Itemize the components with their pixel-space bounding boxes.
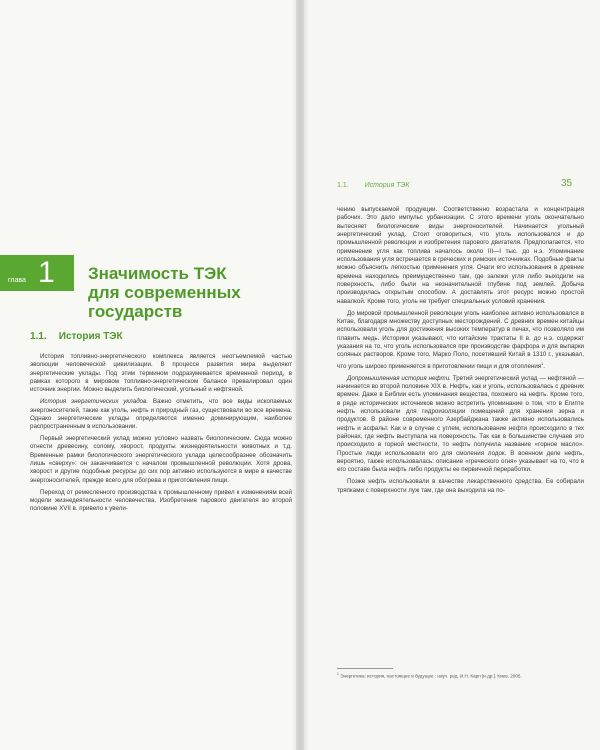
chapter-title <box>88 264 288 321</box>
running-header-title: История ТЭК <box>364 182 410 189</box>
section-heading <box>30 331 290 342</box>
footnote-text: Энергетика: история, настоящее и будущее : науч. ред. И.Н. Карп [и др.]. Киев, 2005. <box>340 673 522 679</box>
paragraph-lead: История энергетических укладов. <box>40 398 149 406</box>
footnote-reference: 1 <box>541 361 544 366</box>
paragraph: Переход от ремесленного производства к промышленному привел к изменениям всей модели жизнедеятельности человечества. Изобретение парового двигателя во второй половине XVII в. привело к увели- <box>30 488 292 513</box>
left-body-text <box>30 353 292 517</box>
chapter-marker <box>0 255 74 291</box>
paragraph-text: До мировой промышленной революции уголь наиболее активно использовался в Китае, благодаря множеству доступных месторождений. С древних времен китайцы использовали уголь для достижения высоких температур в печах, что позволяло им плавить медь. Историки указывают, что китайские трактаты II в. до н.э. содержат указания на то, что уголь использовался при производстве фарфора и для выпарки соляных растворов. Кроме того, Марко Поло, посетивший Китай в 1310 г., указывал, что уголь широко применяется в приготовлении пищи и для отопления <box>337 309 584 370</box>
paragraph-rest: Важно отметить, что все виды ископаемых энергоносителей, такие как уголь, нефть и природный газ, существовали во все времена. Однако энергетические уклады определяются именно доминирующим, наиболее распространенным в использовании. <box>30 398 292 431</box>
footnote-marker: 1 <box>337 672 339 676</box>
chapter-title-line: Значимость ТЭК <box>88 264 227 283</box>
book-spine-shadow <box>292 0 308 750</box>
page-number: 35 <box>561 178 573 189</box>
section-number: 1.1. <box>30 331 47 342</box>
paragraph: чению выпускаемой продукции. Соответственно возрастала и концентрация рабочих. Это дало импульс урбанизации. С этого времени уголь окончательно вытесняет биологические виды энергоносителей. Начинается угольный энергетический уклад. Стоит оговориться, что уголь использовался и до промышленной революции и изобретения парового двигателя. Предполагается, что применение угля как топлива началось около III—I тыс. до н.э. Упоминание использования угля встречается в греческих и римских источниках. Подобные факты можно объяснить легкостью применения угля. Очаги его использования в древние времена находились преимущественно там, где залежи угля либо выходили на поверхность, либо были на незначительной глубине под землей. Добыча производилась открытым способом. А доставлять этот ресурс можно простой навалкой. Кроме того, уголь не требует специальных условий хранения. <box>337 206 584 305</box>
paragraph <box>30 398 292 431</box>
chapter-title-line: государств <box>88 302 183 321</box>
right-body-text <box>337 206 584 498</box>
chapter-title-line: для современных <box>88 283 241 302</box>
chapter-word: глава <box>8 277 26 284</box>
paragraph-rest: Третий энергетический уклад — нефтяной — начинается во второй половине XIX в. Нефть, как и уголь, использовалась с древних времен. Даже в Библии есть упоминания вещества, похожего на нефть. Кроме того, в ряде исторических источников можно встретить упоминание о том, что в Египте нефть использовали для гидроизоляции помещений для хранения зерна и продуктов. В районе современного Азербайджана также активно использовались нефть и асфальт. Как и в случае с углем, использование нефти происходило в тех районах, где нефть выступала на поверхность. Так как в большинстве случаев это происходило в горной местности, то нефть получила название «горное масло». Простые люди использовали его для смоления лодок. В военном деле нефть, вероятно, также использовалась: описание «греческого огня» указывает на то, что в его составе была нефть либо продукты ее первичной переработки. <box>337 374 584 474</box>
running-header-section: 1.1. <box>337 182 349 189</box>
paragraph: Позже нефть использовали в качестве лекарственного средства. Ее собирали тряпками с поверхности луж там, где она выходила на по- <box>337 478 584 494</box>
paragraph: До мировой промышленной революции уголь наиболее активно использовался в Китае, благодаря множеству доступных месторождений. С древних времен китайцы использовали уголь для достижения высоких температур в печах, что позволяло им плавить медь. Историки указывают, что китайские трактаты II в. до н.э. содержат указания на то, что уголь использовался при производстве фарфора и для выпарки соляных растворов. Кроме того, Марко Поло, посетивший Китай в 1310 г., указывал, что уголь широко применяется в приготовлении пищи и для отопления$^1$. <box>337 309 584 370</box>
paragraph: История топливно-энергетического комплекса является неотъемлемой частью эволюции человеческой цивилизации. В процессе развития мира выделяют энергетические уклады. Под этим термином подразумевается временной период, в рамках которого в мировом топливно-энергетическом балансе превалировал один источник энергии. Можно выделить биологический, угольный и нефтяной. <box>30 353 292 394</box>
paragraph: Первый энергетический уклад можно условно назвать биологическим. Сюда можно отнести древесину, солому, хворост, продукты жизнедеятельности животных и т.д. Временные рамки биологического энергетического уклада целесообразнее обозначить лишь «сверху»: он заканчивается с началом промышленной революции. Хотя дрова, хворост и другие подобные ресурсы до сих пор активно используются в мире в качестве энергоносителей, прежде всего для обогрева и приготовления пищи. <box>30 435 292 484</box>
footnote-divider <box>337 668 393 669</box>
running-header <box>337 182 409 189</box>
section-title: История ТЭК <box>58 331 123 342</box>
chapter-number: 1 <box>38 256 55 289</box>
footnote <box>337 671 587 680</box>
paragraph-lead: Допромышленная история нефти. <box>347 374 451 382</box>
paragraph <box>337 375 584 475</box>
